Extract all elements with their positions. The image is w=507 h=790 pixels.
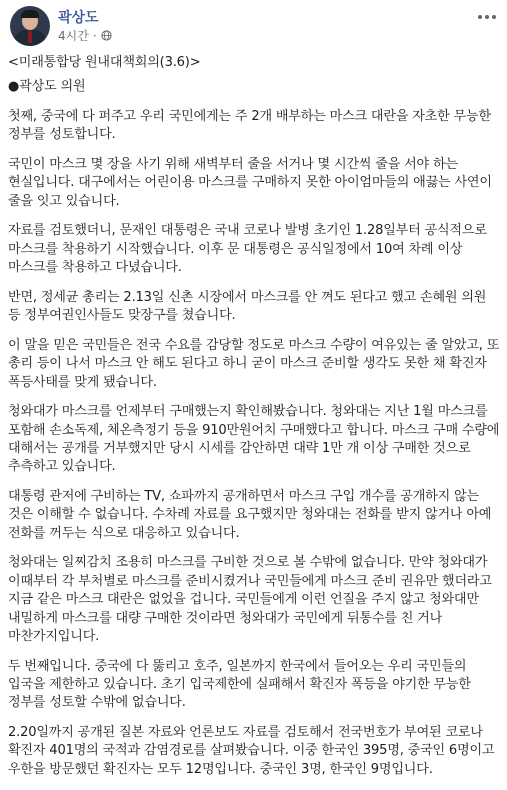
paragraph: 자료를 검토했더니, 문재인 대통령은 국내 코로나 발병 초기인 1.28일부터 공식적으로 마스크를 착용하기 시작했습니다. 이후 문 대통령은 공식일정에서 10여 차례 이상 마스크를 착용하고 다녔습니다. — [8, 223, 487, 276]
paragraph: 청와대는 일찌감치 조용히 마스크를 구비한 것으로 볼 수밖에 없습니다. 만약 청와대가 이때부터 각 부처별로 마스크를 준비시켰거나 국민들에게 마스크 준비 권유만 했더라고 지금 같은 마스크 대란은 없었을 겁니다. 국민들에게 이런 언질을 주지 않고 청와대만 내밀하게 마스크를 대량 구매한 것이라면 청와대가 국민에게 뒤통수를 친 거나 마찬가지입니다. — [8, 555, 492, 645]
post-body — [8, 54, 500, 790]
globe-icon[interactable] — [101, 30, 112, 41]
paragraph: 두 번째입니다. 중국에 다 뚫리고 호주, 일본까지 한국에서 들어오는 우리 국민들의 입국을 제한하고 있습니다. 초기 입국제한에 실패해서 확진자 폭등을 야기한 무능한 정부를 성토할 수밖에 없습니다. — [8, 658, 471, 711]
speaker-line: ●곽상도 의원 — [8, 79, 86, 95]
paragraph: 청와대가 마스크를 언제부터 구매했는지 확인해봤습니다. 청와대는 지난 1월 마스크를 포함해 손소독제, 체온측정기 등을 910만원어치 구매했다고 합니다. 마스크 구매 수량에 대해서는 공개를 거부했지만 당시 시세를 감안하면 대략 1만 개 이상 구매한 것으로 추측하고 있습니다. — [8, 404, 500, 475]
post-header — [0, 0, 507, 52]
paragraph: 국민이 마스크 몇 장을 사기 위해 새벽부터 줄을 서거나 몇 시간씩 줄을 서야 하는 현실입니다. 대구에서는 어린이용 마스크를 구매하지 못한 아이엄마들의 애끓는 사연이 줄을 잇고 있습니다. — [8, 157, 492, 209]
author-name[interactable]: 곽상도 — [58, 10, 99, 26]
avatar-tie — [28, 31, 32, 43]
avatar-hair — [21, 10, 39, 18]
paragraph: 이 말을 믿은 국민들은 전국 수요를 감당할 정도로 마스크 수량이 여유있는 줄 알았고, 또 총리 등이 나서 마스크 안 해도 된다고 하니 굳이 마스크 준비할 생각도 못한 채 확진자 폭등사태를 맞게 됐습니다. — [8, 337, 500, 390]
meta-separator: · — [92, 28, 97, 43]
paragraph: 대통령 관저에 구비하는 TV, 쇼파까지 공개하면서 마스크 구입 개수를 공개하지 않는 것은 이해할 수 없습니다. 수차례 자료를 요구했지만 청와대는 전화를 받지 않거나 아예 전화를 꺼두는 식으로 대응하고 있습니다. — [8, 489, 492, 541]
paragraph: 첫째, 중국에 다 퍼주고 우리 국민에게는 주 2개 배부하는 마스크 대란을 자초한 무능한 정부를 성토합니다. — [8, 109, 491, 143]
post-heading: <미래통합당 원내대책회의(3.6)> — [8, 55, 201, 70]
post-time[interactable]: 4시간 — [58, 29, 89, 43]
paragraph: 2.20일까지 공개된 질본 자료와 언론보도 자료를 검토해서 전국번호가 부여된 코로나 확진자 401명의 국적과 감염경로를 살펴봤습니다. 이중 한국인 395명, 중국인 6명이고 우한을 방문했던 확진자는 모두 12명입니다. 중국인 3명, 한국인 9명입니다. — [8, 725, 495, 777]
avatar[interactable] — [10, 6, 50, 46]
paragraph: 반면, 정세균 총리는 2.13일 신촌 시장에서 마스크를 안 껴도 된다고 했고 손혜원 의원 등 정부여권인사들도 맞장구를 쳤습니다. — [8, 289, 487, 324]
more-options-icon[interactable] — [477, 12, 497, 22]
post-meta — [58, 27, 112, 44]
